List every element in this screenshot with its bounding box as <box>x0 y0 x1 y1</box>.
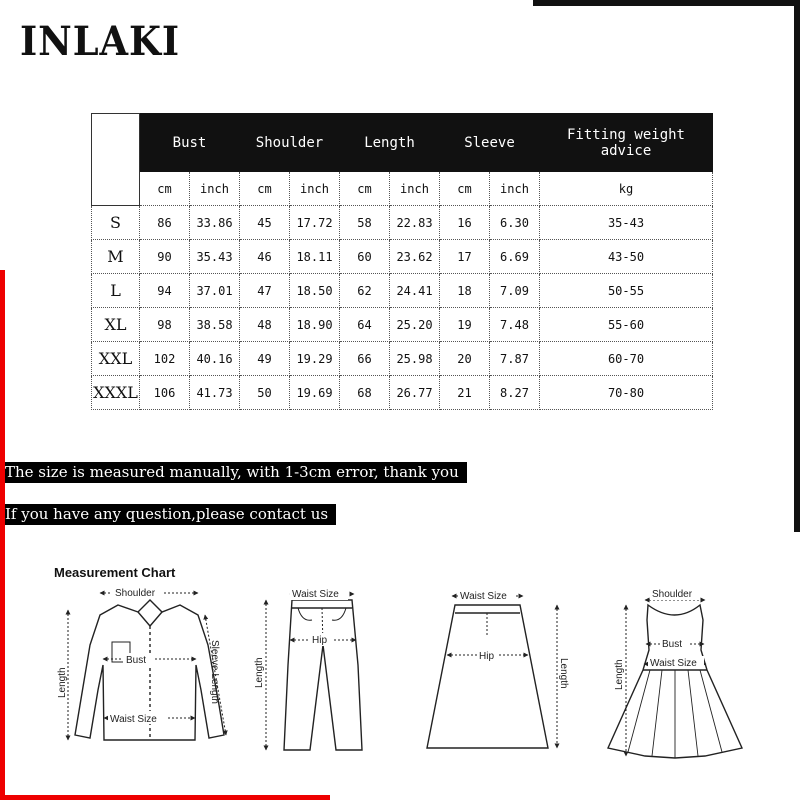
contact-note: If you have any question,please contact us <box>5 504 336 525</box>
table-cell: 25.98 <box>390 342 440 376</box>
table-row <box>92 308 713 342</box>
shirt-shoulder-label: Shoulder <box>115 588 156 599</box>
skirt-length-label: Length <box>558 658 569 689</box>
dress-shoulder-label: Shoulder <box>652 589 693 600</box>
unit-cell: cm <box>140 172 190 206</box>
table-cell: 19.69 <box>290 376 340 410</box>
table-cell: 17.72 <box>290 206 340 240</box>
table-cell: 98 <box>140 308 190 342</box>
table-cell: 17 <box>440 240 490 274</box>
table-cell: 19.29 <box>290 342 340 376</box>
size-label: L <box>92 274 140 308</box>
table-cell: 46 <box>240 240 290 274</box>
shirt-waist-label: Waist Size <box>110 714 157 725</box>
dress-diagram <box>608 605 742 758</box>
table-cell: 86 <box>140 206 190 240</box>
unit-cell: inch <box>290 172 340 206</box>
table-cell: 43-50 <box>540 240 713 274</box>
table-cell: 19 <box>440 308 490 342</box>
skirt-waist-label: Waist Size <box>460 591 507 602</box>
shirt-length-label: Length <box>57 667 68 698</box>
table-cell: 25.20 <box>390 308 440 342</box>
table-cell: 60-70 <box>540 342 713 376</box>
table-cell: 7.48 <box>490 308 540 342</box>
table-cell: 18.50 <box>290 274 340 308</box>
shirt-bust-label: Bust <box>126 655 147 666</box>
pants-diagram <box>284 600 362 750</box>
error-note: The size is measured manually, with 1-3cm error, thank you <box>5 462 467 483</box>
pants-waist-label: Waist Size <box>292 589 339 600</box>
unit-cell: cm <box>340 172 390 206</box>
table-cell: 66 <box>340 342 390 376</box>
table-row <box>92 274 713 308</box>
table-cell: 6.30 <box>490 206 540 240</box>
table-cell: 37.01 <box>190 274 240 308</box>
dress-measure-lines <box>626 600 706 756</box>
unit-cell: inch <box>390 172 440 206</box>
table-cell: 45 <box>240 206 290 240</box>
table-cell: 21 <box>440 376 490 410</box>
skirt-hip-label: Hip <box>479 651 495 662</box>
table-cell: 50 <box>240 376 290 410</box>
table-cell: 70-80 <box>540 376 713 410</box>
unit-cell: cm <box>440 172 490 206</box>
table-cell: 33.86 <box>190 206 240 240</box>
table-row <box>92 240 713 274</box>
dress-bust-label: Bust <box>662 639 683 650</box>
table-row <box>92 376 713 410</box>
table-cell: 55-60 <box>540 308 713 342</box>
table-cell: 7.09 <box>490 274 540 308</box>
skirt-diagram <box>427 605 548 748</box>
unit-cell: kg <box>540 172 713 206</box>
table-row <box>92 342 713 376</box>
dress-length-label: Length <box>614 659 625 690</box>
table-cell: 20 <box>440 342 490 376</box>
table-cell: 38.58 <box>190 308 240 342</box>
table-cell: 16 <box>440 206 490 240</box>
skirt-measure-lines <box>447 596 557 748</box>
header-bust: Bust <box>140 114 240 172</box>
table-cell: 23.62 <box>390 240 440 274</box>
table-cell: 26.77 <box>390 376 440 410</box>
brand-logo: INLAKI <box>20 18 181 65</box>
unit-cell: inch <box>190 172 240 206</box>
table-cell: 94 <box>140 274 190 308</box>
table-cell: 35.43 <box>190 240 240 274</box>
header-weight-advice: Fitting weight advice <box>540 114 713 172</box>
table-cell: 60 <box>340 240 390 274</box>
size-label: XL <box>92 308 140 342</box>
size-label: XXL <box>92 342 140 376</box>
measurement-diagrams <box>0 570 800 795</box>
table-cell: 18.90 <box>290 308 340 342</box>
table-cell: 6.69 <box>490 240 540 274</box>
table-corner-cell <box>92 114 140 206</box>
table-cell: 47 <box>240 274 290 308</box>
size-label: M <box>92 240 140 274</box>
shirt-sleeve-label: Sleeve Length <box>209 640 220 704</box>
dress-waist-label: Waist Size <box>650 658 697 669</box>
table-cell: 68 <box>340 376 390 410</box>
unit-cell: cm <box>240 172 290 206</box>
measurement-chart-title: Measurement Chart <box>54 565 176 580</box>
table-cell: 22.83 <box>390 206 440 240</box>
table-cell: 18 <box>440 274 490 308</box>
table-cell: 102 <box>140 342 190 376</box>
table-cell: 48 <box>240 308 290 342</box>
pants-measure-lines <box>266 594 356 750</box>
table-cell: 49 <box>240 342 290 376</box>
header-shoulder: Shoulder <box>240 114 340 172</box>
table-cell: 41.73 <box>190 376 240 410</box>
table-cell: 90 <box>140 240 190 274</box>
header-length: Length <box>340 114 440 172</box>
table-cell: 24.41 <box>390 274 440 308</box>
top-frame-bar <box>533 0 800 6</box>
size-label: S <box>92 206 140 240</box>
header-sleeve: Sleeve <box>440 114 540 172</box>
right-frame-bar <box>794 0 800 532</box>
pants-length-label: Length <box>254 657 265 688</box>
table-cell: 40.16 <box>190 342 240 376</box>
size-table <box>91 113 713 410</box>
unit-cell: inch <box>490 172 540 206</box>
bottom-red-frame-bar <box>0 795 330 800</box>
table-cell: 35-43 <box>540 206 713 240</box>
table-cell: 8.27 <box>490 376 540 410</box>
table-cell: 106 <box>140 376 190 410</box>
table-row <box>92 206 713 240</box>
size-label: XXXL <box>92 376 140 410</box>
table-cell: 64 <box>340 308 390 342</box>
table-cell: 7.87 <box>490 342 540 376</box>
table-cell: 50-55 <box>540 274 713 308</box>
table-cell: 58 <box>340 206 390 240</box>
pants-hip-label: Hip <box>312 635 328 646</box>
table-cell: 18.11 <box>290 240 340 274</box>
table-cell: 62 <box>340 274 390 308</box>
